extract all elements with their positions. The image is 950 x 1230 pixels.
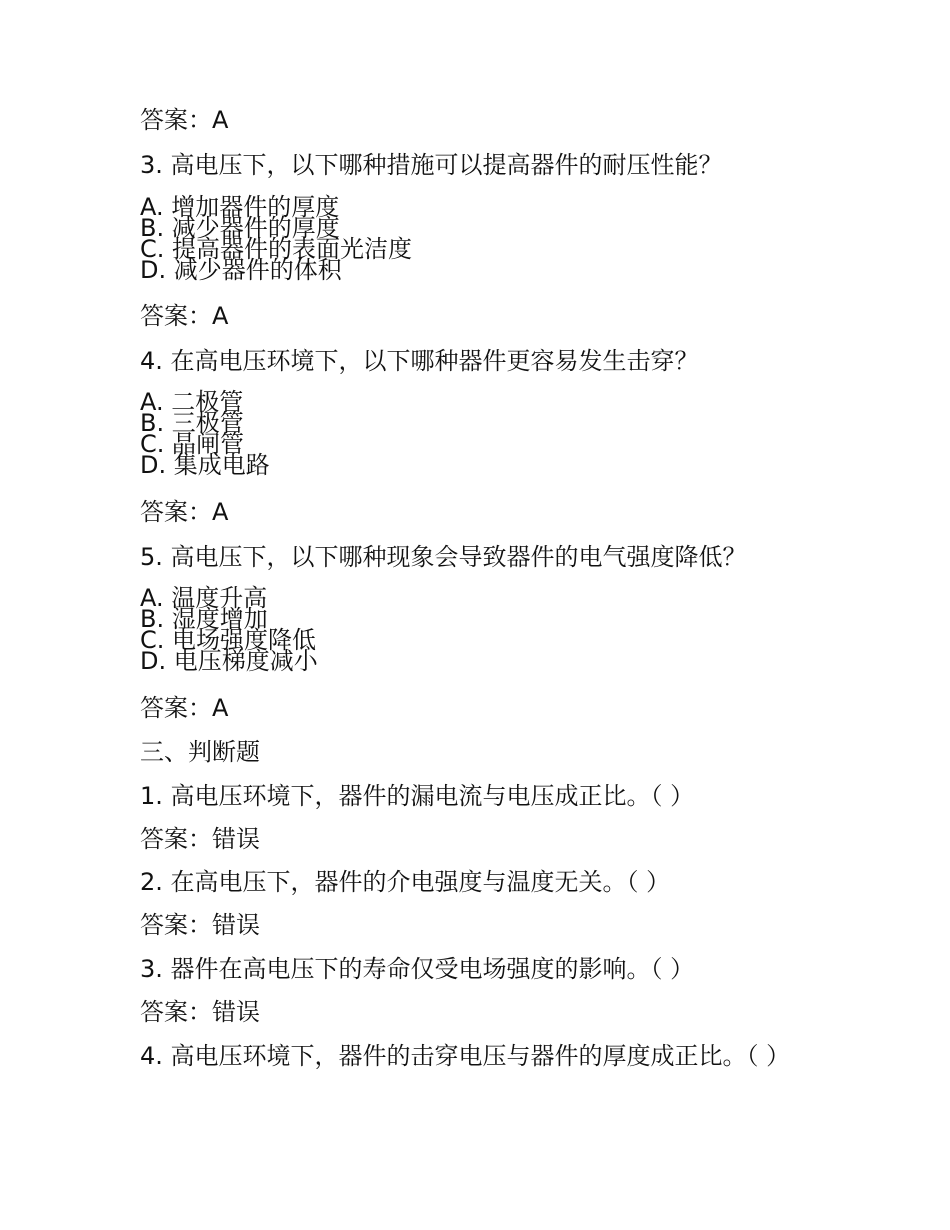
answer-tf2: 答案：错误 (140, 911, 260, 939)
option-a: A. 增加器件的厚度 (140, 193, 340, 221)
option-a: A. 温度升高 (140, 584, 268, 612)
answer-previous: 答案：A (140, 106, 229, 134)
question-5: 5. 高电压下，以下哪种现象会导致器件的电气强度降低？ (140, 543, 747, 571)
answer-q4: 答案：A (140, 498, 229, 526)
question-4: 4. 在高电压环境下，以下哪种器件更容易发生击穿？ (140, 347, 699, 375)
option-b: B. 减少器件的厚度 (140, 214, 340, 242)
option-b: B. 三极管 (140, 409, 244, 437)
true-false-2: 2. 在高电压下，器件的介电强度与温度无关。（ ） (140, 868, 671, 896)
option-d: D. 电压梯度减小 (140, 647, 318, 675)
option-c: C. 晶闸管 (140, 430, 245, 458)
option-d: D. 集成电路 (140, 451, 270, 479)
option-c: C. 电场强度降低 (140, 626, 317, 654)
answer-q3: 答案：A (140, 302, 229, 330)
question-3: 3. 高电压下，以下哪种措施可以提高器件的耐压性能？ (140, 151, 723, 179)
answer-tf3: 答案：错误 (140, 998, 260, 1026)
true-false-4: 4. 高电压环境下，器件的击穿电压与器件的厚度成正比。（ ） (140, 1042, 791, 1070)
option-b: B. 湿度增加 (140, 605, 268, 633)
true-false-3: 3. 器件在高电压下的寿命仅受电场强度的影响。（ ） (140, 955, 695, 983)
question-3-options (140, 193, 413, 284)
option-d: D. 减少器件的体积 (140, 256, 342, 284)
question-5-options (140, 584, 318, 675)
question-4-options (140, 388, 270, 479)
option-c: C. 提高器件的表面光洁度 (140, 235, 413, 263)
answer-tf1: 答案：错误 (140, 825, 260, 853)
option-a: A. 二极管 (140, 388, 244, 416)
true-false-1: 1. 高电压环境下，器件的漏电流与电压成正比。（ ） (140, 782, 695, 810)
answer-q5: 答案：A (140, 694, 229, 722)
section-heading-true-false: 三、判断题 (140, 738, 260, 766)
